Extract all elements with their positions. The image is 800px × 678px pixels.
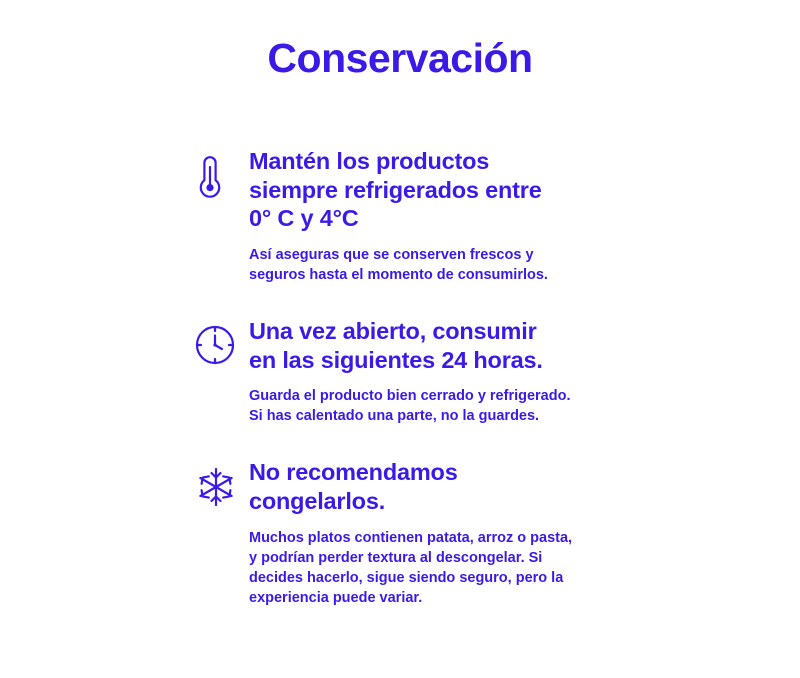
tip-content xyxy=(249,317,610,426)
clock-icon xyxy=(193,317,249,367)
tip-heading xyxy=(249,147,610,233)
tips-list xyxy=(0,147,800,608)
tip-heading xyxy=(249,458,610,515)
list-item xyxy=(193,458,610,607)
tip-description: Muchos platos contienen patata, arroz o pasta, y podrían perder textura al descongelar. Si decides hacerlo, sigue siendo seguro, pero la experiencia puede variar. xyxy=(249,529,573,606)
tip-description: Así aseguras que se conserven frescos y seguros hasta el momento de consumirlos. xyxy=(249,247,548,284)
tip-description: Guarda el producto bien cerrado y refrigerado. Si has calentado una parte, no la guardes. xyxy=(249,388,571,425)
tip-heading-line-2: siempre refrigerados entre xyxy=(249,176,542,203)
list-item xyxy=(193,317,610,426)
tip-heading-line-2: en las siguientes xyxy=(249,346,442,373)
tip-heading-line-1: Mantén los productos xyxy=(249,148,490,175)
page-title: Conservación xyxy=(267,35,533,81)
tip-content xyxy=(249,458,610,607)
tip-content xyxy=(249,147,610,285)
tip-heading-line-1: Una vez abierto, consumir xyxy=(249,318,537,345)
tip-heading xyxy=(249,317,610,374)
snowflake-no-freeze-icon xyxy=(193,458,249,510)
thermometer-icon xyxy=(193,147,249,201)
tip-heading-line-3: 0° C y 4°C xyxy=(249,205,359,232)
tip-heading-line-2: congelarlos. xyxy=(249,488,386,515)
tip-heading-line-3: 24 horas. xyxy=(441,346,543,373)
tip-heading-line-1: No recomendamos xyxy=(249,459,458,486)
list-item xyxy=(193,147,610,285)
